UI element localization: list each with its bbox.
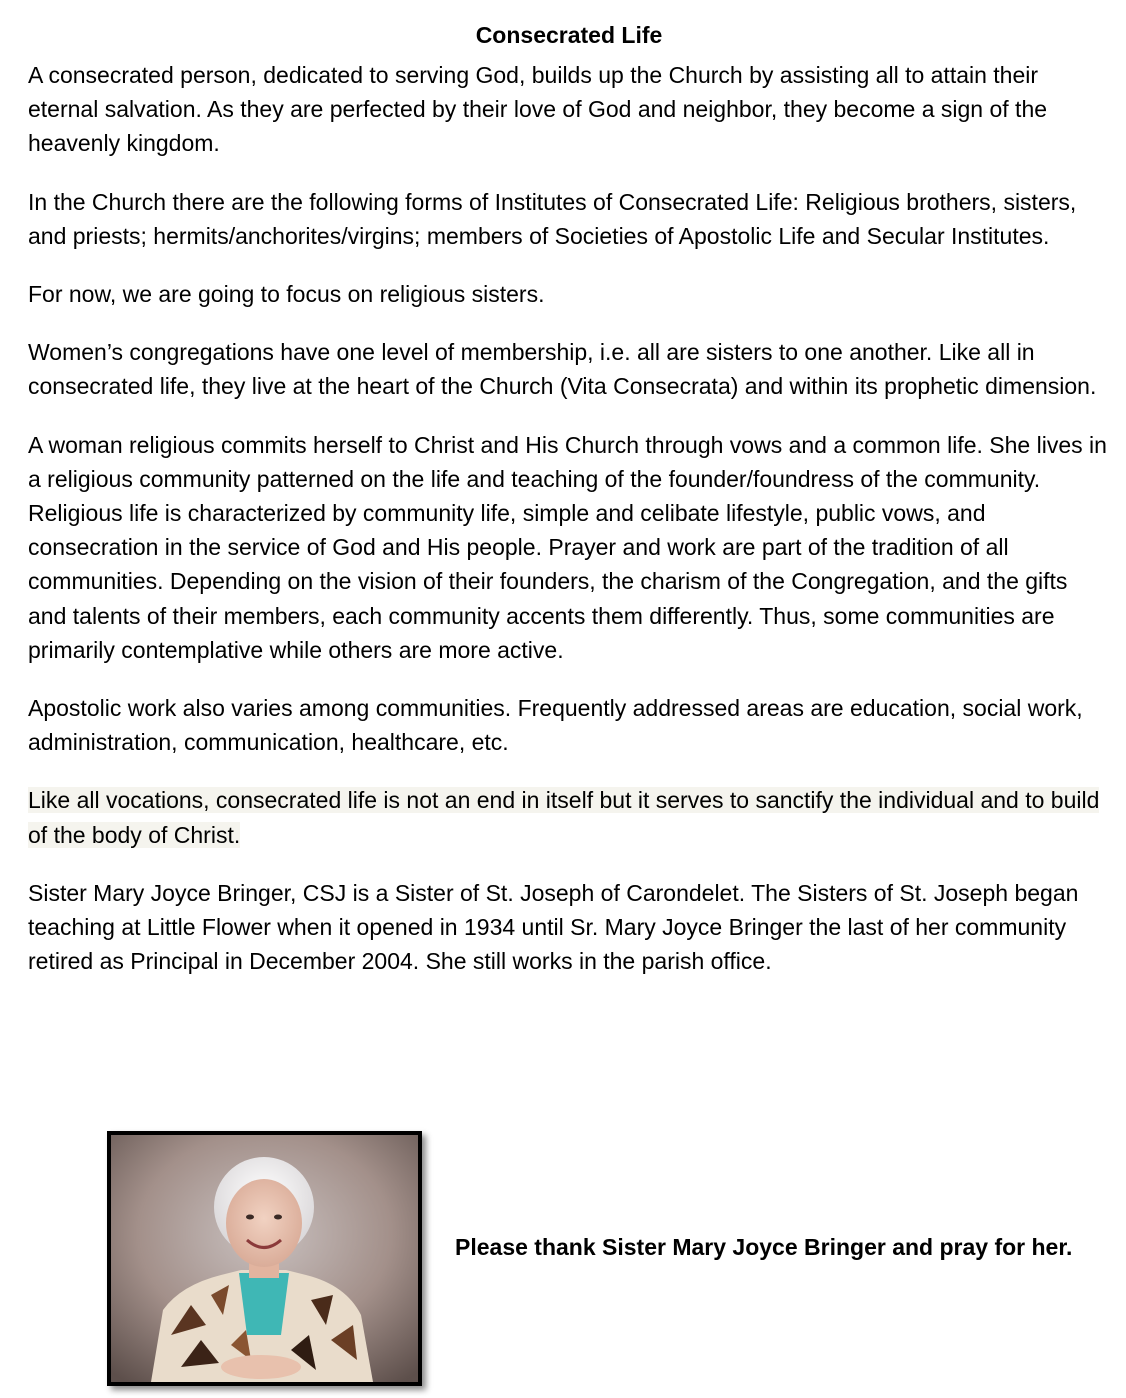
thank-you-caption: Please thank Sister Mary Joyce Bringer and pray for her. xyxy=(455,1234,1073,1260)
paragraph-sister-bio: Sister Mary Joyce Bringer, CSJ is a Sister of St. Joseph of Carondelet. The Sisters of St. Joseph began teaching at Little Flower when it opened in 1934 until Sr. Mary Joyce Bringer the last of her community retired as Principal in December 2004. She still works in the parish office. xyxy=(28,879,1079,975)
portrait-illustration xyxy=(111,1135,418,1382)
paragraph-vocations xyxy=(28,783,1110,851)
portrait-photo xyxy=(107,1131,422,1386)
paragraph-womens-congregations: Women’s congregations have one level of membership, i.e. all are sisters to one another. Like all in consecrated life, they live at the heart of the Church (Vita Consecrata) and within its prophetic dimension. xyxy=(28,339,1097,400)
paragraph-definition: A consecrated person, dedicated to serving God, builds up the Church by assisting all to attain their eternal salvation. As they are perfected by their love of God and neighbor, they become a sign of the heavenly kingdom. xyxy=(28,62,1048,157)
paragraph-woman-religious: A woman religious commits herself to Christ and His Church through vows and a common life. She lives in a religious community patterned on the life and teaching of the founder/foundress of the community. Religious life is characterized by community life, simple and celibate lifestyle, public vows, and consecration in the service of God and His people. Prayer and work are part of the tradition of all communities. Depending on the vision of their founders, the charism of the Congregation, and the gifts and talents of their members, each community accents them differently. Thus, some communities are primarily contemplative while others are more active. xyxy=(28,431,1107,663)
paragraph-focus: For now, we are going to focus on religious sisters. xyxy=(28,281,545,308)
page-title: Consecrated Life xyxy=(475,22,663,48)
highlighted-text: Like all vocations, consecrated life is not an end in itself but it serves to sanctify the individual and to build of the body of Christ. xyxy=(28,787,1100,848)
paragraph-apostolic-work: Apostolic work also varies among communities. Frequently addressed areas are education, social work, administration, communication, healthcare, etc. xyxy=(28,695,1083,756)
paragraph-forms: In the Church there are the following forms of Institutes of Consecrated Life: Religious brothers, sisters, and priests; hermits/anchorites/virgins; members of Societies of Apostolic Life and Secular Institutes. xyxy=(28,188,1077,249)
document-page xyxy=(28,18,1110,1002)
